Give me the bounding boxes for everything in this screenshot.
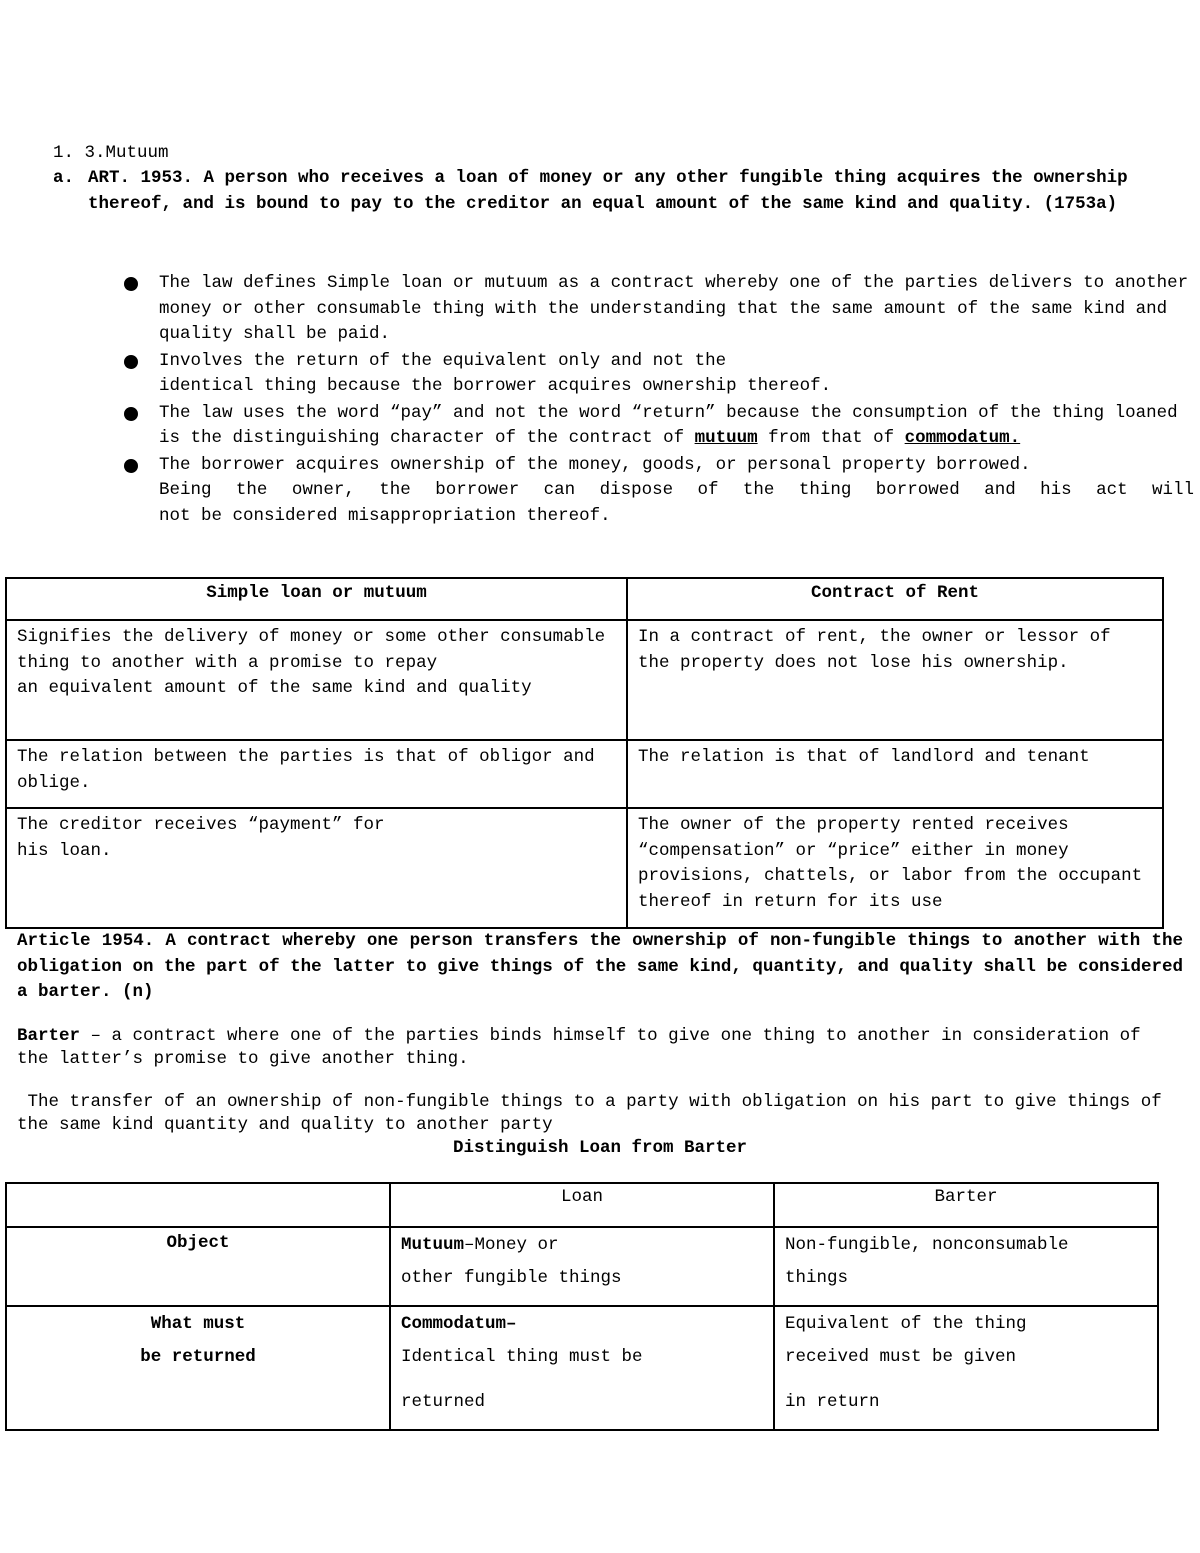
table-header-row <box>6 1183 1158 1227</box>
list-item <box>124 401 1194 452</box>
table-cell: The relation is that of landlord and tenant <box>627 740 1163 808</box>
term-mutuum: Mutuum <box>401 1235 465 1255</box>
bullet-text: The borrower acquires ownership of the money, goods, or personal property borrowed. <box>159 454 1031 475</box>
term-mutuum: mutuum <box>694 428 758 448</box>
table-cell <box>6 808 627 928</box>
bullet-icon <box>124 355 138 369</box>
cell-text: The creditor receives “payment” for <box>17 815 385 835</box>
table-cell: The owner of the property rented receives “compensation” or “price” either in money provisions, chattels, or labor from the occupant thereof in return for its use <box>627 808 1163 928</box>
table-cell: In a contract of rent, the owner or lessor of the property does not lose his ownership. <box>627 620 1163 740</box>
table-cell <box>774 1306 1158 1430</box>
term-commodatum: commodatum. <box>904 428 1021 448</box>
cell-text: Non-fungible, nonconsumable <box>785 1235 1069 1255</box>
table-header-cell: Loan <box>390 1183 774 1227</box>
mutuum-vs-rent-table <box>5 577 1164 929</box>
row-label: Object <box>6 1227 390 1306</box>
table-cell <box>390 1227 774 1306</box>
table-cell <box>6 620 627 740</box>
term-barter: Barter <box>17 1026 81 1046</box>
loan-vs-barter-table <box>5 1182 1159 1431</box>
barter-definition-text: – a contract where one of the parties binds himself to give one thing to another in consideration of the latter’s promise to give another thing. <box>17 1026 1141 1069</box>
cell-text: an equivalent amount of the same kind and quality <box>17 678 532 698</box>
bullet-icon <box>124 277 138 291</box>
transfer-paragraph: The transfer of an ownership of non-fungible things to a party with obligation on his part to give things of the same kind quantity and quality to another party <box>17 1092 1173 1135</box>
list-label: a. <box>53 168 75 188</box>
table-row <box>6 740 1163 808</box>
list-item <box>124 453 1194 530</box>
cell-text: Signifies the delivery of money or some other consumable thing to another with a promise to repay <box>17 627 606 673</box>
article-1954: Article 1954. A contract whereby one person transfers the ownership of non-fungible things to another with the obligation on the part of the latter to give things of the same kind, quantity, and quality shall be considered a barter. (n) <box>17 931 1183 1002</box>
table-row <box>6 1227 1158 1306</box>
table-header-cell: Simple loan or mutuum <box>6 578 627 620</box>
table-cell <box>774 1227 1158 1306</box>
cell-text: his loan. <box>17 840 112 861</box>
article-1953-text: ART. 1953. A person who receives a loan of money or any other fungible thing acquires the ownership thereof, and is bound to pay to the creditor an equal amount of the same kind and quality. (1753a) <box>88 168 1128 214</box>
cell-text: things <box>785 1268 849 1288</box>
row-label <box>6 1306 390 1430</box>
bullet-text: Involves the return of the equivalent only and not the <box>159 350 727 371</box>
cell-text: What must <box>150 1314 246 1334</box>
term-commodatum: Commodatum– <box>401 1314 517 1334</box>
numbered-heading: 1. 3.Mutuum <box>53 143 169 163</box>
table-header-row <box>6 578 1163 620</box>
bullet-text: not be considered misappropriation thereof. <box>159 505 611 526</box>
bullet-icon <box>124 407 138 421</box>
bullet-text: Being the owner, the borrower can dispose of the thing borrowed and his act will <box>159 480 1194 500</box>
table-row <box>6 1306 1158 1430</box>
cell-text: returned <box>401 1392 486 1412</box>
bullet-text: The law uses the word “pay” and not the word “return” because the consumption of the thing loaned is the distinguishing character of the contract of <box>159 402 1178 448</box>
table-cell <box>390 1306 774 1430</box>
table-header-cell: Barter <box>774 1183 1158 1227</box>
article-1953 <box>53 166 1193 217</box>
list-item <box>124 271 1194 348</box>
cell-text: –Money or <box>464 1235 559 1255</box>
cell-text: received must be given <box>785 1347 1017 1367</box>
cell-text: other fungible things <box>401 1268 622 1288</box>
bullet-text: The law defines Simple loan or mutuum as a contract whereby one of the parties delivers to another money or other consumable thing with the understanding that the same amount of the same kind and quality shall be paid. <box>159 273 1189 344</box>
cell-text: Equivalent of the thing <box>785 1314 1027 1334</box>
list-item <box>124 349 1194 400</box>
bullet-list <box>124 271 1194 530</box>
table-header-cell: Contract of Rent <box>627 578 1163 620</box>
table-header-cell <box>6 1183 390 1227</box>
bullet-text: identical thing because the borrower acquires ownership thereof. <box>159 376 832 396</box>
bullet-icon <box>124 459 138 473</box>
bullet-text: from that of <box>757 428 905 448</box>
barter-definition <box>17 1025 1177 1071</box>
cell-text: in return <box>785 1392 880 1412</box>
section-title: Distinguish Loan from Barter <box>452 1138 748 1158</box>
table-row <box>6 620 1163 740</box>
cell-text: Identical thing must be <box>401 1347 643 1367</box>
table-row <box>6 808 1163 928</box>
cell-text: be returned <box>140 1347 256 1367</box>
table-cell: The relation between the parties is that of obligor and oblige. <box>6 740 627 808</box>
